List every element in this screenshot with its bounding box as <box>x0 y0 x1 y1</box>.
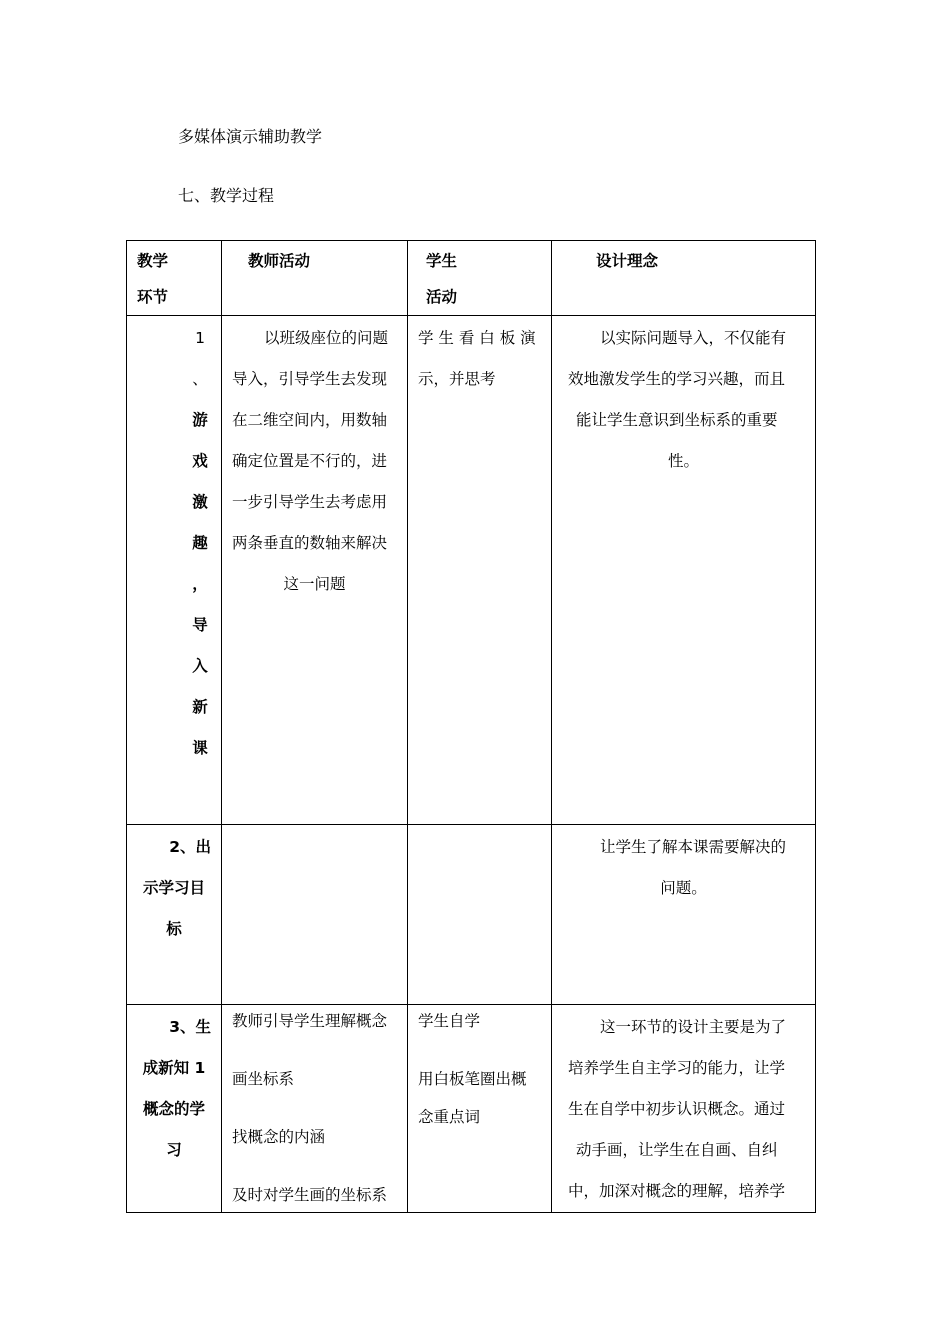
header-stage <box>127 241 222 316</box>
stage-char: 导 <box>192 616 208 634</box>
stage-char: 入 <box>192 657 208 675</box>
row1-stage <box>127 316 222 825</box>
stage-char: 游 <box>192 411 208 429</box>
teacher-line: 教师引导学生理解概念 <box>232 1012 388 1030</box>
header-design <box>552 241 816 316</box>
design-line: 中，加深对概念的理解，培养学 <box>568 1182 786 1200</box>
header-stage-line1: 教学 <box>137 252 169 270</box>
row2-design <box>552 825 816 1005</box>
row2-student <box>408 825 552 1005</box>
row2-teacher <box>222 825 408 1005</box>
row1-stage-vertical <box>191 318 209 769</box>
header-teacher-label: 教师活动 <box>248 252 311 270</box>
stage-line: 概念的学 <box>142 1100 205 1118</box>
intro-line: 多媒体演示辅助教学 <box>178 127 323 146</box>
teacher-line: 以班级座位的问题 <box>264 329 389 347</box>
table-row <box>127 1005 816 1213</box>
teacher-line: 在二维空间内，用数轴 <box>232 411 388 429</box>
stage-char: 、 <box>192 370 208 388</box>
student-line: 用白板笔圈出概 <box>418 1070 527 1088</box>
teacher-line: 两条垂直的数轴来解决 <box>232 534 388 552</box>
design-line: 问题。 <box>660 879 707 897</box>
stage-char: 趣 <box>192 534 208 552</box>
teacher-line: 一步引导学生去考虑用 <box>232 493 388 511</box>
header-student <box>408 241 552 316</box>
section-heading: 七、教学过程 <box>178 186 275 205</box>
design-line: 能让学生意识到坐标系的重要 <box>576 411 778 429</box>
stage-char: 激 <box>192 493 208 511</box>
student-line: 念重点词 <box>418 1108 481 1126</box>
teacher-line: 画坐标系 <box>232 1070 295 1088</box>
teacher-line: 及时对学生画的坐标系 <box>232 1186 388 1204</box>
header-student-line1: 学生 <box>426 252 458 270</box>
student-line: 示，并思考 <box>418 370 496 388</box>
stage-char: 新 <box>192 698 208 716</box>
stage-char: 1 <box>195 329 205 347</box>
student-line: 学生自学 <box>418 1012 481 1030</box>
stage-line: 标 <box>166 920 182 938</box>
teacher-line: 这一问题 <box>283 575 346 593</box>
header-stage-line2: 环节 <box>137 288 169 306</box>
teacher-line: 找概念的内涵 <box>232 1128 326 1146</box>
stage-line: 习 <box>166 1141 182 1159</box>
teaching-process-table <box>126 240 816 1213</box>
header-design-label: 设计理念 <box>596 252 659 270</box>
stage-line: 2、出 <box>169 838 211 856</box>
design-line: 这一环节的设计主要是为了 <box>600 1018 787 1036</box>
design-line: 让学生了解本课需要解决的 <box>600 838 787 856</box>
header-teacher <box>222 241 408 316</box>
stage-char: 课 <box>192 739 208 757</box>
row3-design <box>552 1005 816 1213</box>
design-line: 培养学生自主学习的能力，让学 <box>568 1059 786 1077</box>
teacher-line: 导入，引导学生去发现 <box>232 370 388 388</box>
stage-line: 示学习目 <box>142 879 205 897</box>
header-student-line2: 活动 <box>426 288 458 306</box>
design-line: 性。 <box>667 452 699 470</box>
design-line: 生在自学中初步认识概念。通过 <box>568 1100 786 1118</box>
teacher-line: 确定位置是不行的，进 <box>232 452 388 470</box>
row3-stage <box>127 1005 222 1213</box>
stage-line: 成新知 1 <box>142 1059 206 1077</box>
table-header-row <box>127 241 816 316</box>
row3-student <box>408 1005 552 1213</box>
design-line: 动手画，让学生在自画、自纠 <box>576 1141 778 1159</box>
row1-teacher <box>222 316 408 825</box>
student-line: 学 生 看 白 板 演 <box>418 329 536 347</box>
row1-design <box>552 316 816 825</box>
row3-teacher <box>222 1005 408 1213</box>
design-line: 以实际问题导入，不仅能有 <box>600 329 787 347</box>
design-line: 效地激发学生的学习兴趣，而且 <box>568 370 786 388</box>
stage-char: 戏 <box>192 452 208 470</box>
table-row <box>127 316 816 825</box>
row2-stage <box>127 825 222 1005</box>
stage-char: ， <box>192 575 208 593</box>
stage-line: 3、生 <box>169 1018 211 1036</box>
row1-student <box>408 316 552 825</box>
table-row <box>127 825 816 1005</box>
